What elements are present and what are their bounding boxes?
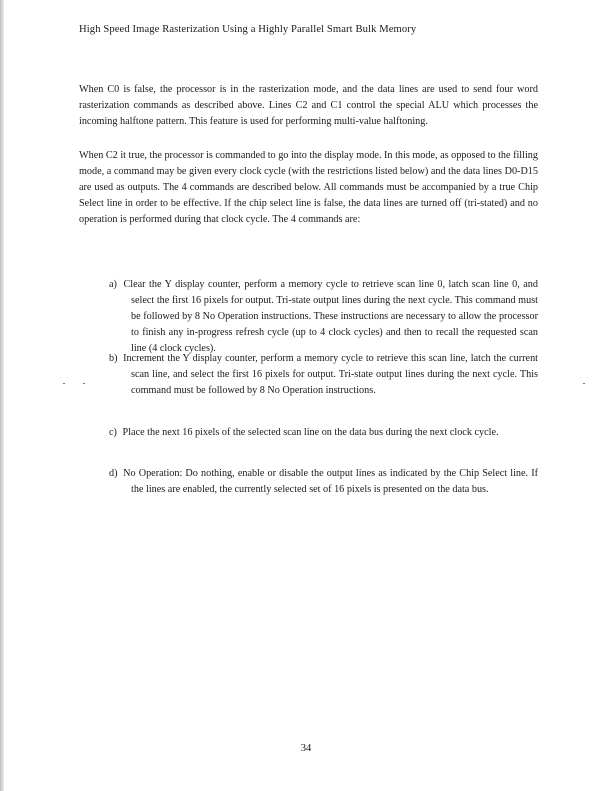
scan-speck	[583, 383, 585, 384]
scan-speck	[83, 383, 85, 384]
command-item-c: c) Place the next 16 pixels of the selected scan line on the data bus during the next clock cycle.	[109, 427, 499, 438]
command-item-b: b) Increment the Y display counter, perform a memory cycle to retrieve this scan line, latch the current scan line, and select the first 16 pixels for output. Tri-state output lines during the next cycle. This command must be followed by 8 No Operation instructions.	[109, 353, 538, 396]
command-text: No Operation: Do nothing, enable or disable the output lines as indicated by the Chip Select line. If the lines are enabled, the currently selected set of 16 pixels is presented on the data bus.	[123, 468, 539, 495]
scan-speck	[63, 383, 65, 384]
paragraph-rasterization-mode: When C0 is false, the processor is in the rasterization mode, and the data lines are used to send four word rasterization commands as described above. Lines C2 and C1 control the special ALU which processes the incoming halftone pattern. This feature is used for performing multi-value halftoning.	[79, 84, 538, 127]
running-header: High Speed Image Rasterization Using a Highly Parallel Smart Bulk Memory	[79, 24, 417, 35]
command-item-a: a) Clear the Y display counter, perform a memory cycle to retrieve scan line 0, latch scan line 0, and select the first 16 pixels for output. Tri-state output lines during the next cycle. This command must be followed by 8 No Operation instructions. These instructions are necessary to allow the processor to finish any in-progress refresh cycle (up to 4 clock cycles) and then to recall the requested scan line (4 clock cycles).	[109, 279, 538, 354]
scan-edge	[0, 0, 4, 791]
command-text: Place the next 16 pixels of the selected scan line on the data bus during the next clock cycle.	[122, 427, 499, 438]
page-number: 34	[300, 743, 312, 754]
paragraph-display-mode: When C2 it true, the processor is commanded to go into the display mode. In this mode, as opposed to the filling mode, a command may be given every clock cycle (with the restrictions listed below) and the data lines D0-D15 are used as outputs. The 4 commands are described below. All commands must be accompanied by a true Chip Select line in order to be effective. If the chip select line is false, the data lines are turned off (tri-stated) and no operation is performed during that clock cycle. The 4 commands are:	[79, 150, 538, 225]
command-item-d: d) No Operation: Do nothing, enable or disable the output lines as indicated by the Chip Select line. If the lines are enabled, the currently selected set of 16 pixels is presented on the data bus.	[109, 468, 539, 495]
command-text: Clear the Y display counter, perform a memory cycle to retrieve scan line 0, latch scan line 0, and select the first 16 pixels for output. Tri-state output lines during the next cycle. This command must be followed by 8 No Operation instructions. These instructions are necessary to allow the processor to finish any in-progress refresh cycle (up to 4 clock cycles) and then to recall the requested scan line (4 clock cycles).	[123, 279, 538, 354]
command-text: Increment the Y display counter, perform a memory cycle to retrieve this scan line, latch the current scan line, and select the first 16 pixels for output. Tri-state output lines during the next cycle. This command must be followed by 8 No Operation instructions.	[123, 353, 538, 396]
